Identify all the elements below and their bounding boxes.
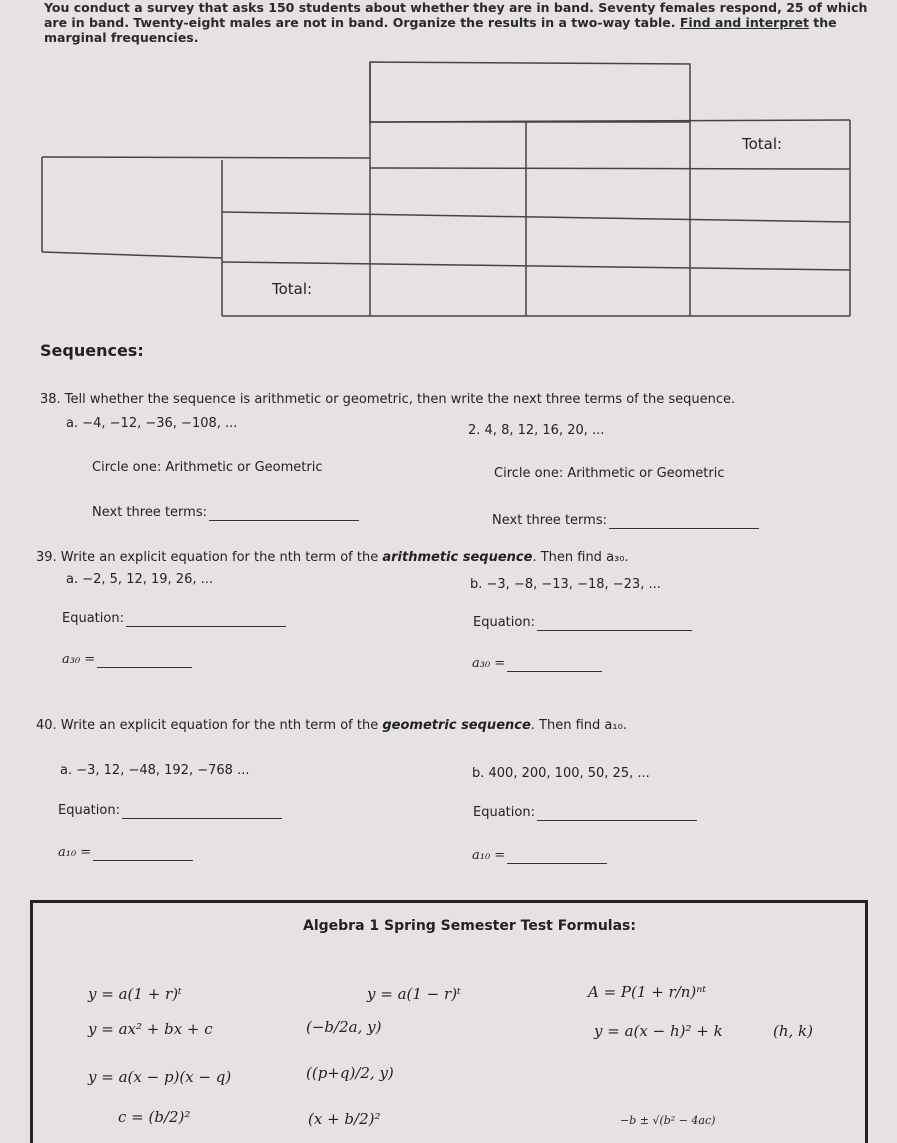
question-40b-sequence: b. 400, 200, 100, 50, 25, ... — [472, 766, 650, 781]
formula-exp-growth: y = a(1 + r)ᵗ — [88, 985, 182, 1003]
q39-prompt-start: 39. Write an explicit equation for the nth term of the — [36, 550, 383, 565]
total-row-label: Total: — [272, 280, 313, 298]
formula-vertex-point: (h, k) — [773, 1022, 813, 1040]
a10-40a-label: a₁₀ = — [58, 845, 92, 860]
equation-40b-label: Equation: — [473, 805, 535, 820]
a10-40b — [472, 848, 607, 864]
formula-intercept-form: y = a(x − p)(x − q) — [88, 1068, 232, 1086]
q39-prompt-emphasis: arithmetic sequence — [382, 550, 533, 565]
formula-vertex-x: (−b/2a, y) — [306, 1018, 382, 1036]
q39-prompt-end: . Then find a₃₀. — [532, 550, 629, 565]
intro-text: You conduct a survey that asks 150 students about whether they are in band. Seventy females respond, 25 of which are in band. Twenty-eight males are not in band. Organize the results in a two-way table. — [44, 0, 868, 30]
sequences-heading: Sequences: — [40, 341, 144, 360]
next-terms-b — [492, 513, 759, 529]
question-39a-sequence: a. −2, 5, 12, 19, 26, ... — [66, 572, 214, 587]
formula-axis-midpoint: ((p+q)/2, y) — [306, 1064, 394, 1082]
question-39-prompt — [36, 550, 876, 565]
formula-vertex-form: y = a(x − h)² + k — [594, 1022, 723, 1040]
circle-one-b[interactable]: Circle one: Arithmetic or Geometric — [494, 466, 725, 481]
q40-prompt-emphasis: geometric sequence — [382, 718, 531, 733]
q40-prompt-end: . Then find a₁₀. — [530, 718, 627, 733]
a10-40a-blank[interactable] — [93, 845, 193, 861]
a30-39a-blank[interactable] — [97, 652, 192, 668]
equation-40a-blank[interactable] — [122, 803, 282, 819]
equation-39b-label: Equation: — [473, 615, 535, 630]
question-39b-sequence: b. −3, −8, −13, −18, −23, ... — [470, 577, 661, 592]
a10-40b-blank[interactable] — [507, 848, 607, 864]
next-terms-b-blank[interactable] — [609, 513, 759, 529]
total-column-label: Total: — [742, 135, 783, 153]
question-38a-sequence: a. −4, −12, −36, −108, ... — [66, 416, 238, 431]
question-38b-sequence: 2. 4, 8, 12, 16, 20, ... — [468, 423, 605, 438]
a10-40a — [58, 845, 193, 861]
question-40-prompt — [36, 718, 876, 733]
a10-40b-label: a₁₀ = — [472, 848, 506, 863]
formula-quadratic-standard: y = ax² + bx + c — [88, 1020, 213, 1038]
next-terms-a — [92, 505, 359, 521]
formula-perfect-square: (x + b/2)² — [308, 1110, 381, 1128]
a30-39b-label: a₃₀ = — [472, 656, 506, 671]
formula-exp-decay: y = a(1 − r)ᵗ — [367, 985, 461, 1003]
a30-39b-blank[interactable] — [507, 656, 602, 672]
equation-39a — [62, 611, 286, 627]
equation-39b — [473, 615, 692, 631]
question-38-prompt: 38. Tell whether the sequence is arithmetic or geometric, then write the next three terms of the sequence. — [40, 392, 736, 407]
a30-39a — [62, 652, 192, 668]
equation-39a-label: Equation: — [62, 611, 124, 626]
equation-40a-label: Equation: — [58, 803, 120, 818]
equation-40a — [58, 803, 282, 819]
intro-text-end: the marginal frequencies. — [44, 15, 837, 45]
next-terms-a-label: Next three terms: — [92, 505, 207, 520]
equation-40b — [473, 805, 697, 821]
circle-one-a[interactable]: Circle one: Arithmetic or Geometric — [92, 460, 323, 475]
equation-39b-blank[interactable] — [537, 615, 692, 631]
equation-40b-blank[interactable] — [537, 805, 697, 821]
next-terms-a-blank[interactable] — [209, 505, 359, 521]
q40-prompt-start: 40. Write an explicit equation for the nth term of the — [36, 718, 383, 733]
question-40a-sequence: a. −3, 12, −48, 192, −768 ... — [60, 763, 250, 778]
a30-39b — [472, 656, 602, 672]
formula-compound-interest: A = P(1 + r/n)ⁿᵗ — [588, 983, 707, 1001]
next-terms-b-label: Next three terms: — [492, 513, 607, 528]
formula-box-title: Algebra 1 Spring Semester Test Formulas: — [303, 918, 636, 934]
intro-link-text: Find and interpret — [679, 15, 809, 30]
equation-39a-blank[interactable] — [126, 611, 286, 627]
formula-quadratic-formula: −b ± √(b² − 4ac) — [620, 1114, 716, 1127]
a30-39a-label: a₃₀ = — [62, 652, 96, 667]
table-header-cell[interactable] — [370, 62, 690, 122]
formula-complete-square: c = (b/2)² — [118, 1108, 191, 1126]
two-way-table — [0, 0, 897, 330]
